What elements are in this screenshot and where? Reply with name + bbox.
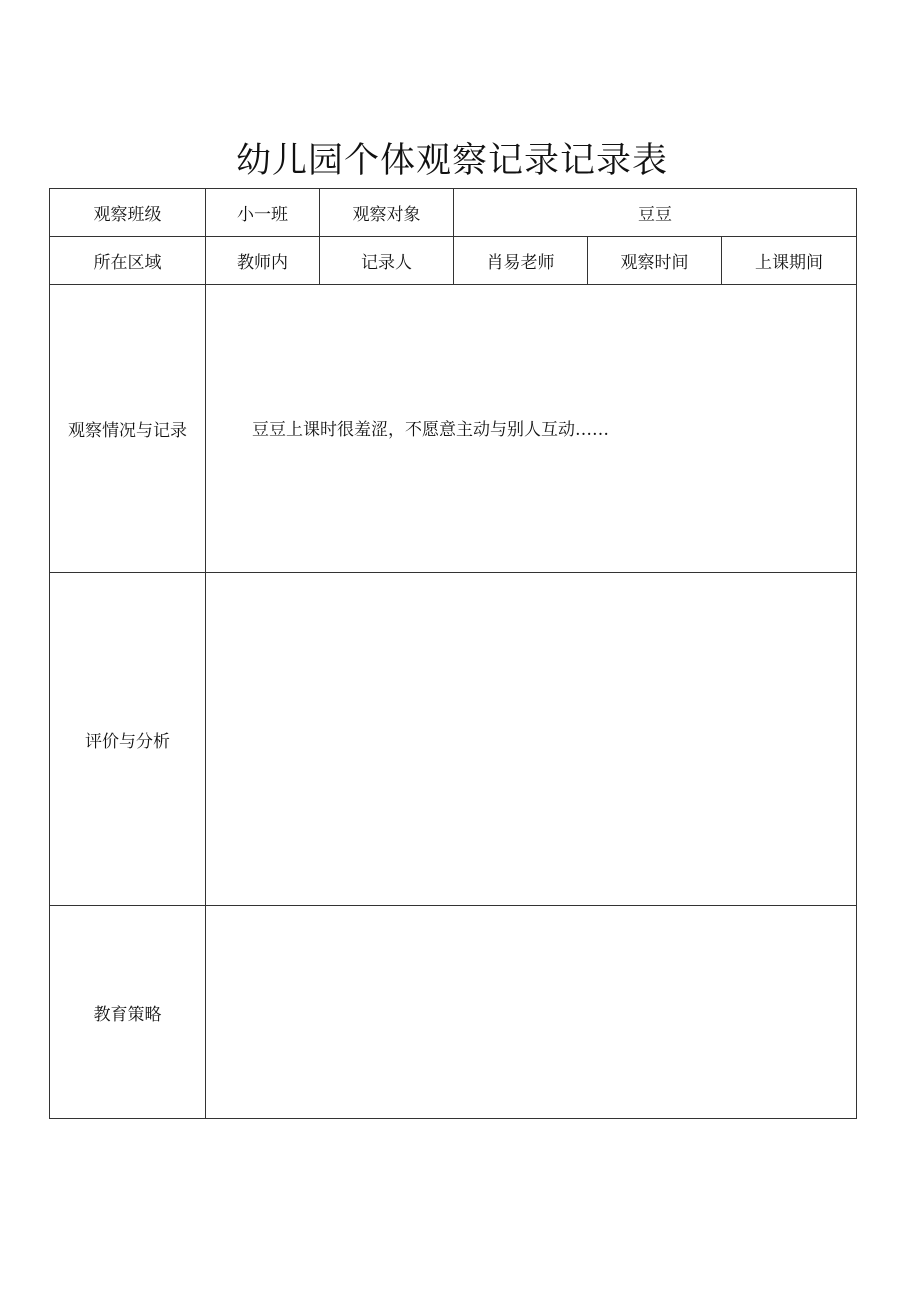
- strategy-label: 教育策略: [50, 906, 206, 1119]
- page-title: 幼儿园个体观察记录记录表: [235, 141, 668, 181]
- recorder-value: 肖易老师: [454, 237, 588, 285]
- area-label: 所在区域: [50, 237, 206, 285]
- observation-record-table: [49, 188, 857, 1119]
- time-label: 观察时间: [588, 237, 722, 285]
- table-row: [50, 906, 857, 1119]
- class-label: 观察班级: [50, 189, 206, 237]
- evaluation-content: [206, 573, 857, 906]
- table-row: [50, 237, 857, 285]
- recorder-label: 记录人: [320, 237, 454, 285]
- subject-value: 豆豆: [454, 189, 857, 237]
- strategy-content: [206, 906, 857, 1119]
- evaluation-label: 评价与分析: [50, 573, 206, 906]
- observation-content: 豆豆上课时很羞涩，不愿意主动与别人互动……: [206, 285, 857, 573]
- table-row: [50, 573, 857, 906]
- table-row: [50, 189, 857, 237]
- subject-label: 观察对象: [320, 189, 454, 237]
- area-value: 教师内: [206, 237, 320, 285]
- class-value: 小一班: [206, 189, 320, 237]
- observation-label: 观察情况与记录: [50, 285, 206, 573]
- table-row: [50, 285, 857, 573]
- time-value: 上课期间: [722, 237, 857, 285]
